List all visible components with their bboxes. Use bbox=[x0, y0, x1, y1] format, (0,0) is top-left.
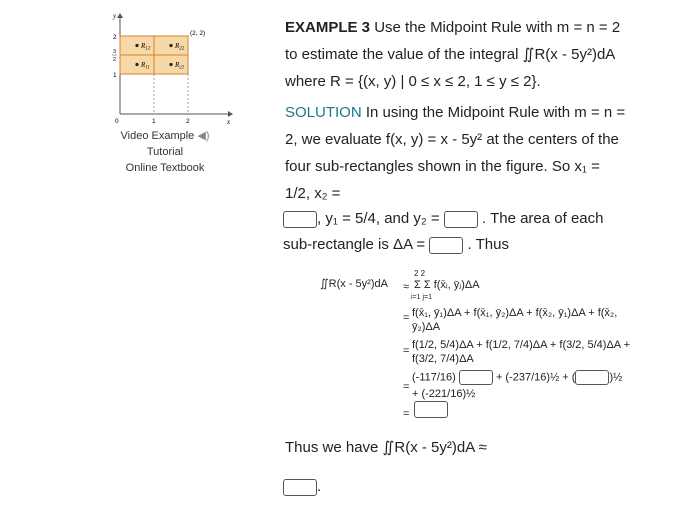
midpoint-r12 bbox=[135, 44, 138, 47]
equals-2: = bbox=[403, 345, 410, 357]
equals-1: = bbox=[403, 312, 410, 324]
sum-limits-bottom: i=1 j=1 bbox=[411, 294, 433, 301]
y-axis-arrow bbox=[117, 13, 123, 18]
final-answer-line: . bbox=[283, 478, 321, 496]
solution-line-2: 2, we evaluate f(x, y) = x - 5y² at the centers of the bbox=[285, 131, 619, 148]
expansion-2: f(1/2, 5/4)ΔA + f(1/2, 7/4)ΔA + f(3/2, 5/4)ΔA + f(3/2, 7/4)ΔA bbox=[412, 339, 631, 365]
example-line-3: where R = {(x, y) | 0 ≤ x ≤ 2, 1 ≤ y ≤ 2}. bbox=[285, 73, 541, 90]
answer-line-2: sub-rectangle is ΔA = . Thus bbox=[283, 236, 509, 253]
midpoint-r11 bbox=[135, 63, 138, 66]
example-intro: EXAMPLE 3 Use the Midpoint Rule with m = n = 2 bbox=[285, 19, 621, 36]
equals-4: = bbox=[403, 408, 410, 420]
x-tick-2: 2 bbox=[186, 118, 190, 125]
region-graph bbox=[103, 10, 233, 128]
y-axis-label: y bbox=[113, 12, 117, 20]
midpoint-r22 bbox=[169, 44, 172, 47]
sum-limits-top: 2 2 bbox=[414, 269, 426, 278]
speaker-icon: ◀) bbox=[197, 130, 210, 142]
answer-box-y2[interactable] bbox=[444, 211, 478, 228]
answer-line-1: , y₁ = 5/4, and y₂ = . The area of each bbox=[283, 210, 603, 228]
conclusion-line: Thus we have ∬R(x - 5y²)dA ≈ bbox=[285, 439, 487, 456]
x-axis-arrow bbox=[228, 111, 233, 117]
expansion-3-cont: + (-221/16)½ bbox=[412, 388, 476, 400]
y-tick-1: 1 bbox=[113, 72, 117, 79]
expansion-3: (-117/16) + (-237/16)½ + ( )½ bbox=[412, 371, 623, 384]
equals-3: = bbox=[403, 381, 410, 393]
example-line-2: to estimate the value of the integral ∬R(x - 5y²)dA bbox=[285, 46, 616, 63]
solution-line-3: four sub-rectangles shown in the figure. So x₁ = bbox=[285, 158, 600, 175]
answer-box-delta-a[interactable] bbox=[429, 237, 463, 254]
label-r11: $R_{11}$ bbox=[141, 61, 150, 71]
y-tick-3-2-num: 3 bbox=[113, 49, 117, 55]
y-tick-2: 2 bbox=[113, 34, 117, 41]
region-figure bbox=[103, 10, 233, 128]
solution-label: SOLUTION bbox=[285, 104, 362, 121]
answer-box-sum[interactable] bbox=[414, 401, 448, 418]
solution-line-1: SOLUTION In using the Midpoint Rule with m = n = bbox=[285, 104, 626, 121]
x-axis-label: x bbox=[227, 118, 231, 126]
resource-links bbox=[105, 128, 225, 176]
answer-box-x2[interactable] bbox=[283, 211, 317, 228]
label-r22: $R_{22}$ bbox=[175, 42, 185, 52]
point-label: (2, 2) bbox=[190, 30, 206, 37]
approx-sign-1: ≈ bbox=[403, 281, 410, 293]
origin-label: 0 bbox=[115, 118, 119, 125]
expansion-1: f(x̄₁, ȳ₁)ΔA + f(x̄₁, ȳ₂)ΔA + f(x̄₂, ȳ₁)ΔA + f(x̄₂, ȳ₂)ΔA bbox=[412, 307, 618, 333]
x-tick-1: 1 bbox=[152, 118, 156, 125]
integral-lhs: ∬R(x - 5y²)dA bbox=[320, 278, 388, 290]
double-sum: Σ Σ f(x̄ᵢ, ȳⱼ)ΔA bbox=[414, 279, 480, 291]
example-content bbox=[285, 14, 685, 207]
answer-box-coef-2[interactable] bbox=[575, 370, 609, 385]
online-textbook-link[interactable]: Online Textbook bbox=[125, 162, 205, 174]
label-r21: $R_{21}$ bbox=[175, 61, 185, 71]
video-example-link[interactable]: Video Example ◀) bbox=[120, 130, 210, 142]
y-tick-3-2-den: 2 bbox=[113, 57, 117, 63]
answer-box-coef-1[interactable] bbox=[459, 370, 493, 385]
answer-box-final[interactable] bbox=[283, 479, 317, 496]
midpoint-r21 bbox=[169, 63, 172, 66]
example-heading: EXAMPLE 3 bbox=[285, 19, 371, 36]
solution-line-4: 1/2, x₂ = bbox=[285, 185, 341, 202]
label-r12: $R_{12}$ bbox=[141, 42, 151, 52]
tutorial-link[interactable]: Tutorial bbox=[146, 146, 184, 158]
final-sum-box-wrap bbox=[414, 401, 448, 419]
